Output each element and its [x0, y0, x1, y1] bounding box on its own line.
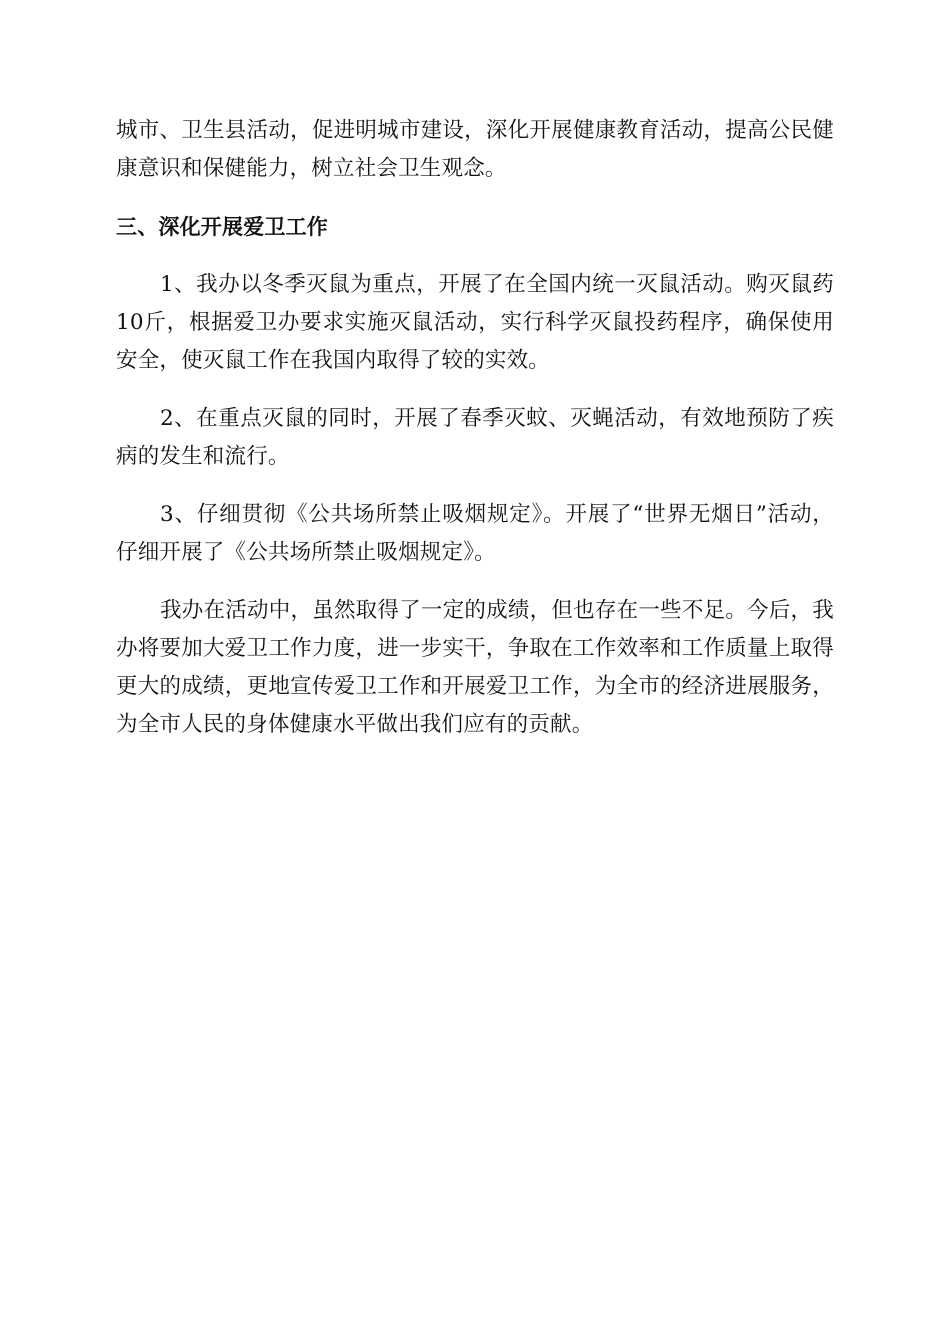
paragraph-conclusion: 我办在活动中，虽然取得了一定的成绩，但也存在一些不足。今后，我办将要加大爱卫工作力度，进一步实干，争取在工作效率和工作质量上取得更大的成绩，更地宣传爱卫工作和开展爱卫工作，为全市的经济进展服务，为全市人民的身体健康水平做出我们应有的贡献。 — [116, 598, 834, 737]
section-heading: 三、深化开展爱卫工作 — [116, 215, 328, 239]
paragraph-item-3: 3、仔细贯彻《公共场所禁止吸烟规定》。开展了“世界无烟日”活动，仔细开展了《公共场所禁止吸烟规定》。 — [116, 502, 834, 565]
document-body — [116, 112, 834, 764]
paragraph-item-1: 1、我办以冬季灭鼠为重点，开展了在全国内统一灭鼠活动。购灭鼠药10斤，根据爱卫办要求实施灭鼠活动，实行科学灭鼠投药程序，确保使用安全，使灭鼠工作在我国内取得了较的实效。 — [116, 272, 834, 373]
paragraph-item-2: 2、在重点灭鼠的同时，开展了春季灭蚊、灭蝇活动，有效地预防了疾病的发生和流行。 — [116, 406, 834, 469]
paragraph-intro-continuation: 城市、卫生县活动，促进明城市建设，深化开展健康教育活动，提高公民健康意识和保健能力，树立社会卫生观念。 — [116, 118, 834, 181]
